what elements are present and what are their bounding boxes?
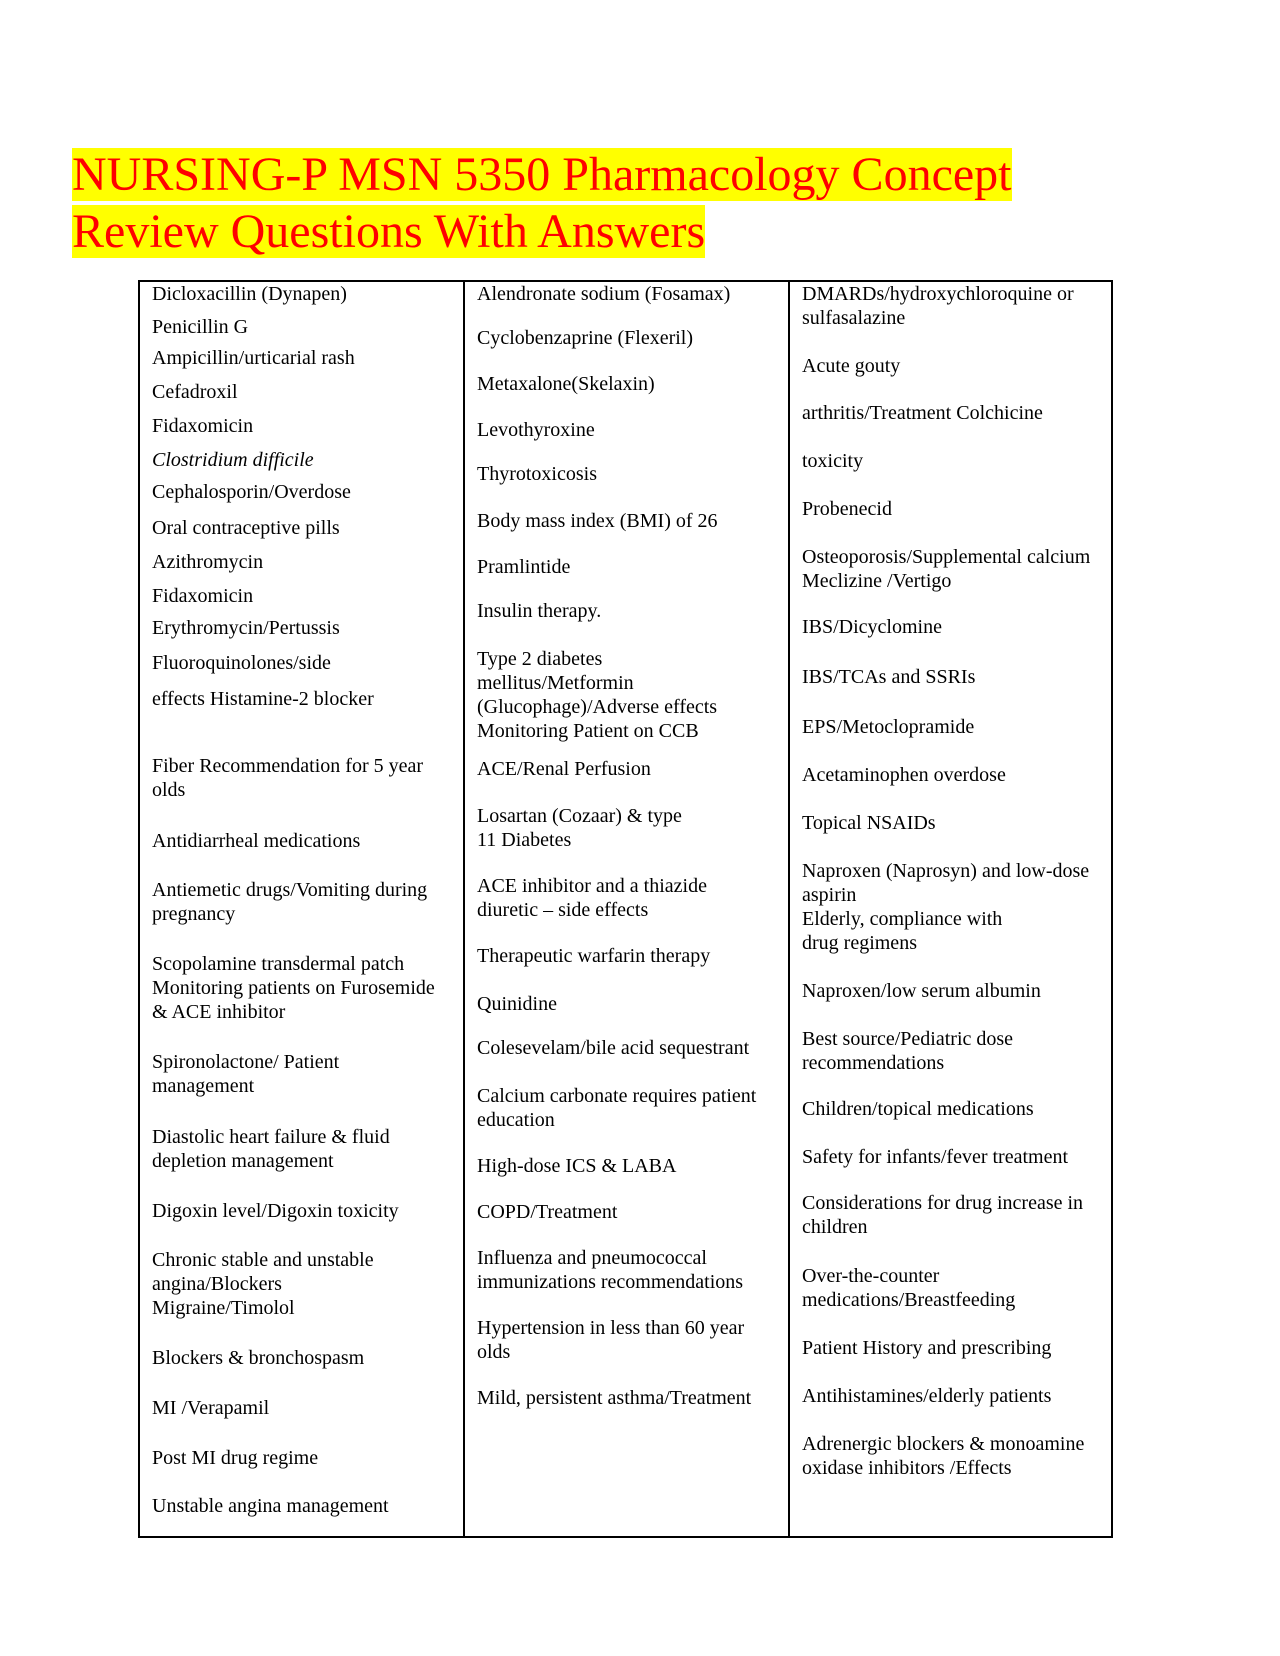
list-item: MI /Verapamil	[152, 1397, 270, 1419]
list-item: Safety for infants/fever treatment	[802, 1146, 1068, 1168]
list-item: Naproxen (Naprosyn) and low-dose aspirin Elderly, compliance with drug regimens	[802, 860, 1090, 954]
list-item: Acute gouty	[802, 355, 901, 377]
topics-table	[138, 280, 1113, 1538]
list-item: Naproxen/low serum albumin	[802, 980, 1041, 1002]
list-item: Oral contraceptive pills	[152, 517, 340, 539]
table-column-2	[465, 282, 790, 1536]
list-item: effects Histamine-2 blocker	[152, 688, 374, 710]
list-item: Quinidine	[477, 993, 557, 1015]
list-item: Fidaxomicin	[152, 585, 254, 607]
list-item: Levothyroxine	[477, 419, 595, 441]
list-item: Scopolamine transdermal patch Monitoring patients on Furosemide & ACE inhibitor	[152, 953, 435, 1023]
list-item: Clostridium difficile	[152, 449, 314, 471]
list-item: IBS/TCAs and SSRIs	[802, 666, 976, 688]
list-item: COPD/Treatment	[477, 1201, 618, 1223]
list-item: DMARDs/hydroxychloroquine or sulfasalazine	[802, 283, 1074, 329]
list-item: Cyclobenzaprine (Flexeril)	[477, 327, 694, 349]
list-item: Children/topical medications	[802, 1098, 1034, 1120]
list-item: Fidaxomicin	[152, 415, 254, 437]
list-item: Post MI drug regime	[152, 1447, 319, 1469]
list-item: Metaxalone(Skelaxin)	[477, 373, 655, 395]
list-item: Penicillin G	[152, 316, 249, 338]
list-item: Considerations for drug increase in children	[802, 1192, 1084, 1238]
list-item: IBS/Dicyclomine	[802, 616, 942, 638]
list-item: Patient History and prescribing	[802, 1337, 1052, 1359]
list-item: Alendronate sodium (Fosamax)	[477, 283, 731, 305]
list-item: Over-the-counter medications/Breastfeeding	[802, 1265, 1016, 1311]
list-item: Azithromycin	[152, 551, 264, 573]
list-item: Best source/Pediatric dose recommendations	[802, 1028, 1014, 1074]
list-item: Spironolactone/ Patient management	[152, 1051, 340, 1097]
list-item: Cefadroxil	[152, 381, 238, 403]
list-item: Insulin therapy.	[477, 600, 602, 622]
list-item: Probenecid	[802, 498, 892, 520]
list-item: arthritis/Treatment Colchicine	[802, 402, 1043, 424]
list-item: Diastolic heart failure & fluid depletion management	[152, 1126, 390, 1172]
list-item: Osteoporosis/Supplemental calcium Meclizine /Vertigo	[802, 546, 1091, 592]
list-item: Hypertension in less than 60 year olds	[477, 1317, 745, 1363]
title-line-1: NURSING-P MSN 5350 Pharmacology Concept	[72, 148, 1012, 201]
list-item: Colesevelam/bile acid sequestrant	[477, 1037, 750, 1059]
list-item: Fiber Recommendation for 5 year olds	[152, 755, 424, 801]
list-item: Blockers & bronchospasm	[152, 1347, 365, 1369]
list-item: Antiemetic drugs/Vomiting during pregnancy	[152, 879, 428, 925]
list-item: Type 2 diabetes mellitus/Metformin (Glucophage)/Adverse effects Monitoring Patient on CCB	[477, 648, 718, 742]
list-item: Cephalosporin/Overdose	[152, 481, 351, 503]
list-item: Fluoroquinolones/side	[152, 652, 331, 674]
document-title	[72, 146, 1072, 260]
list-item: Digoxin level/Digoxin toxicity	[152, 1200, 399, 1222]
list-item: High-dose ICS & LABA	[477, 1155, 677, 1177]
list-item: Antihistamines/elderly patients	[802, 1385, 1052, 1407]
list-item: toxicity	[802, 450, 864, 472]
list-item: Unstable angina management	[152, 1495, 389, 1517]
list-item: Ampicillin/urticarial rash	[152, 347, 355, 369]
list-item: Acetaminophen overdose	[802, 764, 1006, 786]
list-item: Adrenergic blockers & monoamine oxidase inhibitors /Effects	[802, 1433, 1085, 1479]
table-column-1	[140, 282, 465, 1536]
list-item: Topical NSAIDs	[802, 812, 936, 834]
list-item: Chronic stable and unstable angina/Blockers Migraine/Timolol	[152, 1249, 374, 1319]
list-item: Antidiarrheal medications	[152, 830, 361, 852]
list-item: Therapeutic warfarin therapy	[477, 945, 711, 967]
title-line-2: Review Questions With Answers	[72, 205, 706, 258]
list-item: ACE/Renal Perfusion	[477, 758, 651, 780]
list-item: Thyrotoxicosis	[477, 463, 597, 485]
list-item: Body mass index (BMI) of 26	[477, 510, 718, 532]
list-item: EPS/Metoclopramide	[802, 716, 975, 738]
list-item: Dicloxacillin (Dynapen)	[152, 283, 347, 305]
list-item: Pramlintide	[477, 556, 571, 578]
list-item: Erythromycin/Pertussis	[152, 617, 340, 639]
list-item: ACE inhibitor and a thiazide diuretic – side effects	[477, 875, 707, 921]
list-item: Calcium carbonate requires patient education	[477, 1085, 757, 1131]
table-column-3	[790, 282, 1111, 1536]
list-item: Mild, persistent asthma/Treatment	[477, 1387, 752, 1409]
list-item: Losartan (Cozaar) & type 11 Diabetes	[477, 805, 682, 851]
list-item: Influenza and pneumococcal immunizations recommendations	[477, 1247, 744, 1293]
